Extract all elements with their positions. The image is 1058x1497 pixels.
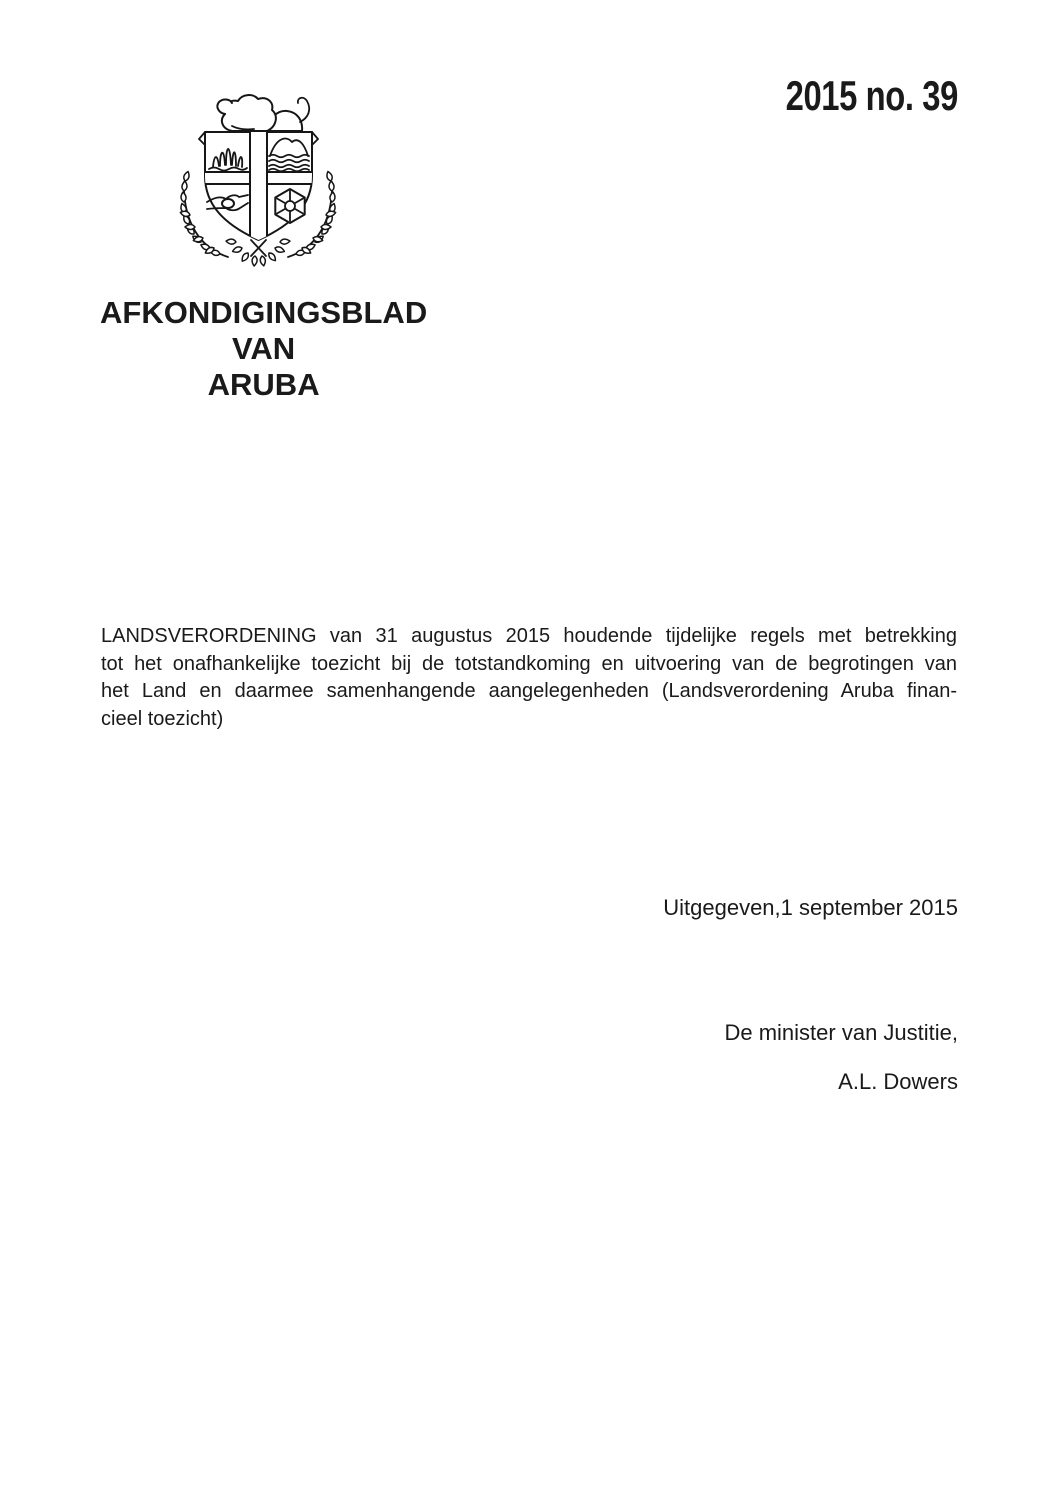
decree-paragraph [101,623,957,733]
signatory-name: A.L. Dowers [838,1069,958,1094]
issued-date-line: Uitgegeven,1 september 2015 [663,895,958,920]
decree-line: het Land en daarmee samenhangende aangelegenheden (Landsverordening Aruba finan- [101,680,957,702]
gear-icon [275,189,304,223]
aruba-coat-of-arms-emblem [172,90,344,268]
decree-line: cieel toezicht) [101,707,224,730]
decree-line: LANDSVERORDENING van 31 augustus 2015 houdende tijdelijke regels met betrekking [101,625,957,647]
masthead [100,295,427,403]
lion-crest-icon [217,95,309,131]
issue-number: 2015 no. 39 [785,72,958,119]
decree-line: tot het onafhankelijke toezicht bij de totstandkoming en uitvoering van de begrotingen van [101,652,957,675]
masthead-line2: VAN [232,331,296,366]
shield-icon [199,130,318,242]
masthead-line1: AFKONDIGINGSBLAD [100,295,428,330]
signatory-title: De minister van Justitie, [724,1020,958,1045]
masthead-line3: ARUBA [207,367,320,402]
